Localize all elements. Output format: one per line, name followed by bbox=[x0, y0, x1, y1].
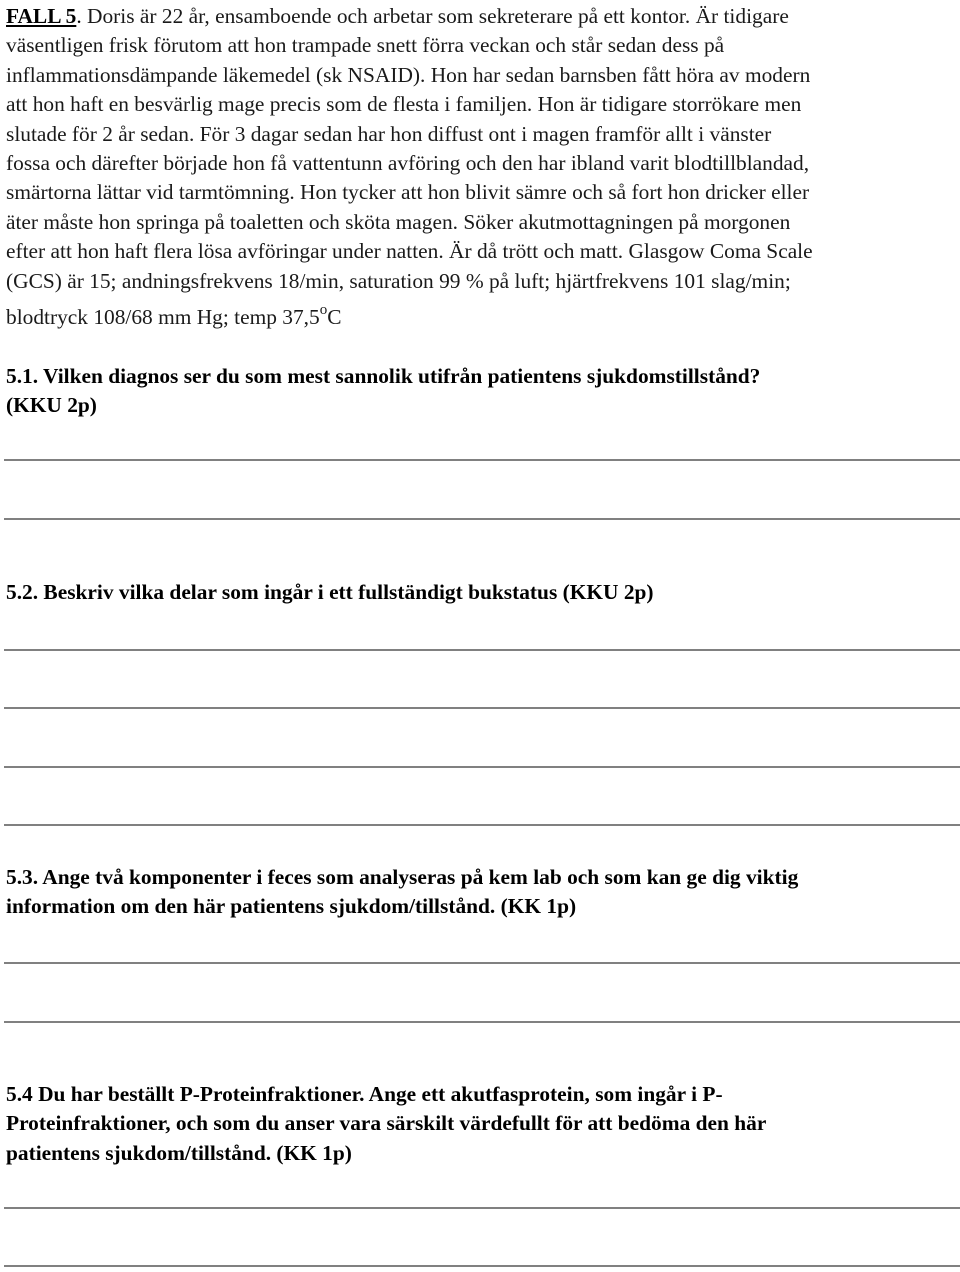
answer-line[interactable] bbox=[4, 1021, 960, 1023]
answer-line[interactable] bbox=[4, 518, 960, 520]
case-label: FALL 5 bbox=[6, 4, 77, 28]
question-text: 5.4 Du har beställt P-Proteinfraktioner. Ange ett akutfasprotein, som ingår i P- bbox=[6, 1082, 723, 1106]
answer-line[interactable] bbox=[4, 707, 960, 709]
question-text-cont: patientens sjukdom/tillstånd. (KK 1p) bbox=[6, 1140, 352, 1165]
question-text-cont: information om den här patientens sjukdom/tillstånd. (KK 1p) bbox=[6, 894, 577, 919]
case-line-6: fossa och därefter började hon få vattentunn avföring och den har ibland varit blodtillblandad, bbox=[6, 151, 810, 176]
case-line-9: efter att hon haft flera lösa avföringar under natten. Är då trött och matt. Glasgow Coma Scale bbox=[6, 239, 813, 264]
degree-mark: o bbox=[319, 301, 328, 318]
answer-line[interactable] bbox=[4, 1265, 960, 1267]
answer-line[interactable] bbox=[4, 824, 960, 826]
question-5-3 bbox=[6, 863, 956, 922]
question-5-2 bbox=[6, 578, 956, 607]
question-text: 5.3. Ange två komponenter i feces som analyseras på kem lab och som kan ge dig viktig bbox=[6, 865, 799, 889]
question-points: (KKU 2p) bbox=[6, 393, 97, 418]
answer-line[interactable] bbox=[4, 649, 960, 651]
question-text-cont: Proteinfraktioner, och som du anser vara särskilt värdefullt för att bedöma den här bbox=[6, 1111, 767, 1136]
answer-line[interactable] bbox=[4, 962, 960, 964]
case-line-3: inflammationsdämpande läkemedel (sk NSAID). Hon har sedan barnsben fått höra av modern bbox=[6, 62, 811, 87]
case-line-8: äter måste hon springa på toaletten och sköta magen. Söker akutmottagningen på morgonen bbox=[6, 209, 791, 234]
case-line-2: väsentligen frisk förutom att hon trampade snett förra veckan och står sedan dess på bbox=[6, 33, 725, 58]
answer-line[interactable] bbox=[4, 459, 960, 461]
case-line-11: blodtryck 108/68 mm Hg; temp 37,5$^o$C bbox=[6, 301, 342, 330]
case-line-10: (GCS) är 15; andningsfrekvens 18/min, saturation 99 % på luft; hjärtfrekvens 101 slag/min; bbox=[6, 268, 791, 293]
case-line-7: smärtorna lättar vid tarmtömning. Hon tycker att hon blivit sämre och så fort hon dricker eller bbox=[6, 180, 810, 205]
answer-line[interactable] bbox=[4, 1207, 960, 1209]
question-5-4 bbox=[6, 1080, 956, 1168]
case-description bbox=[6, 2, 958, 332]
case-line-5: slutade för 2 år sedan. För 3 dagar sedan har hon diffust ont i magen framför allt i vänster bbox=[6, 121, 772, 146]
question-text: 5.2. Beskriv vilka delar som ingår i ett fullständigt bukstatus (KKU 2p) bbox=[6, 580, 654, 604]
case-line-1: FALL 5. Doris är 22 år, ensamboende och arbetar som sekreterare på ett kontor. Är tidigare bbox=[6, 4, 789, 28]
case-line-4: att hon haft en besvärlig mage precis som de flesta i familjen. Hon är tidigare storrökare men bbox=[6, 92, 802, 117]
question-5-1 bbox=[6, 362, 956, 421]
answer-line[interactable] bbox=[4, 766, 960, 768]
question-text: 5.1. Vilken diagnos ser du som mest sannolik utifrån patientens sjukdomstillstånd? bbox=[6, 364, 761, 388]
